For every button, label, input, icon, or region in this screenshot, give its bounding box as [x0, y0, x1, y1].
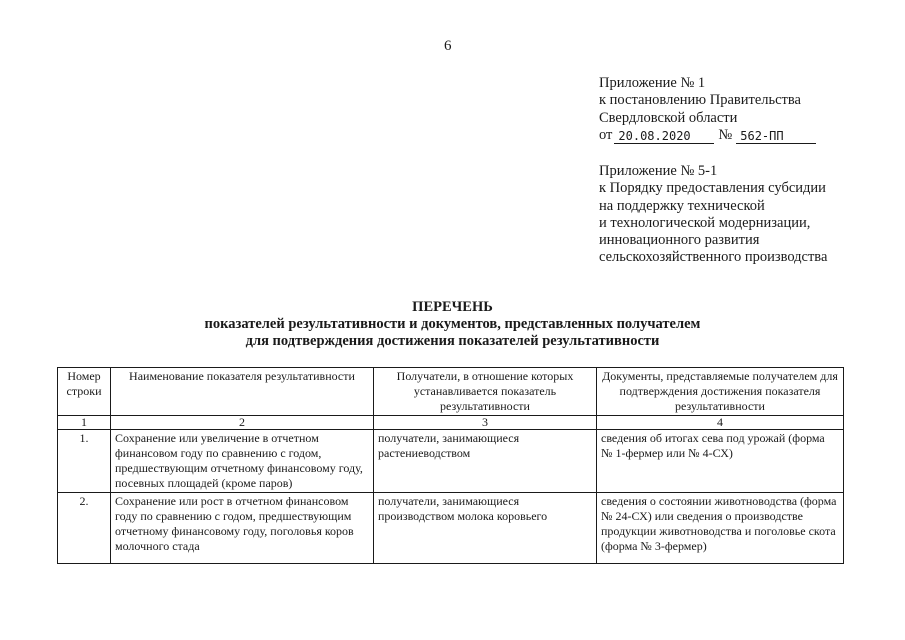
indicator-cell: Сохранение или рост в отчетном финансовом году по сравнению с годом, предшествующим отчетному финансовому году, поголовья коров молочного стада: [111, 493, 374, 564]
recipients-cell: получатели, занимающиеся производством молока коровьего: [374, 493, 597, 564]
order-number: 562-ПП: [736, 129, 816, 144]
column-header-indicator: Наименование показателя результативности: [111, 368, 374, 416]
table-header-row: [58, 368, 844, 416]
appendix-5-1-line: инновационного развития: [599, 232, 760, 249]
column-number: 3: [374, 416, 597, 430]
document-title: ПЕРЕЧЕНЬ: [412, 299, 493, 315]
row-number: 1.: [58, 430, 111, 493]
document-subtitle-line1: показателей результативности и документов, представленных получателем: [204, 316, 701, 332]
column-number: 4: [597, 416, 844, 430]
column-header-recipients: Получатели, в отношение которых устанавливается показатель результативности: [374, 368, 597, 416]
appendix-5-1-block: [599, 163, 827, 267]
number-prefix: №: [718, 126, 733, 143]
date-prefix: от: [599, 126, 613, 143]
appendix-1-title: Приложение № 1: [599, 75, 706, 91]
documents-cell: сведения об итогах сева под урожай (форма № 1-фермер или № 4-СХ): [597, 430, 844, 493]
table-row: [58, 430, 844, 493]
table-row: [58, 493, 844, 564]
appendix-1-line2: к постановлению Правительства: [599, 92, 801, 109]
appendix-5-1-line: и технологической модернизации,: [599, 214, 811, 231]
column-numbers-row: [58, 416, 844, 430]
order-date: 20.08.2020: [614, 129, 714, 144]
column-number: 2: [111, 416, 374, 430]
appendix-5-1-line: на поддержку технической: [599, 197, 765, 214]
page-number: 6: [444, 38, 452, 54]
document-subtitle-line2: для подтверждения достижения показателей результативности: [245, 333, 660, 349]
appendix-1-line3: Свердловской области: [599, 109, 738, 126]
indicators-table: [57, 367, 844, 564]
order-date-number-line: [599, 127, 816, 144]
column-number: 1: [58, 416, 111, 430]
appendix-5-1-line: Приложение № 5-1: [599, 163, 718, 179]
row-number: 2.: [58, 493, 111, 564]
appendix-5-1-line: сельскохозяйственного производства: [599, 249, 828, 266]
indicator-cell: Сохранение или увеличение в отчетном финансовом году по сравнению с годом, предшествующим отчетному финансовому году, посевных площадей (кроме паров): [111, 430, 374, 493]
recipients-cell: получатели, занимающиеся растениеводством: [374, 430, 597, 493]
appendix-5-1-line: к Порядку предоставления субсидии: [599, 180, 826, 197]
appendix-1-block: [599, 75, 816, 144]
column-header-documents: Документы, представляемые получателем для подтверждения достижения показателя результативности: [597, 368, 844, 416]
column-header-number: Номер строки: [58, 368, 111, 416]
documents-cell: сведения о состоянии животноводства (форма № 24-СХ) или сведения о производстве продукции животноводства и поголовье скота (форма № 3-фермер): [597, 493, 844, 564]
